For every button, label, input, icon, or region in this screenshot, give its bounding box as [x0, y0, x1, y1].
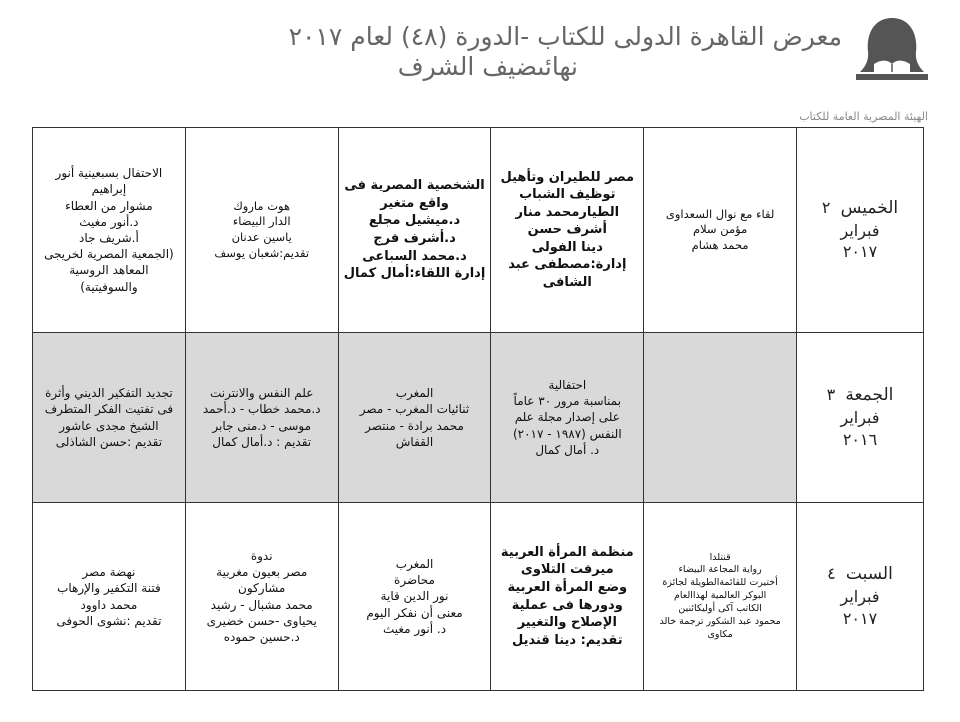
event-line: الشافى [542, 274, 592, 290]
day-month: فبراير [840, 587, 880, 607]
day-year: ٢٠١٧ [842, 608, 878, 628]
page-title: معرض القاهرة الدولى للكتاب -الدورة (٤٨) لعام ٢٠١٧ [288, 22, 842, 51]
event-cell [491, 333, 644, 503]
event-line: فتنة التكفير والإرهاب [57, 581, 161, 596]
day-name: الجمعة [845, 385, 894, 406]
event-line: مؤمن سلام [692, 222, 748, 237]
open-book-logo-icon [852, 12, 932, 90]
table-row [33, 503, 924, 691]
event-line: نور الدين قاية [380, 589, 449, 604]
event-line: محمد برادة - منتصر [365, 418, 464, 433]
event-line: محمد داوود [80, 597, 138, 612]
event-cell [33, 503, 186, 691]
event-line: الاحتفال بسبعينية أنور [55, 166, 163, 181]
event-cell [33, 128, 186, 333]
event-cell [185, 503, 338, 691]
event-cell [491, 128, 644, 333]
event-line: الطيارمحمد منار [515, 204, 620, 220]
event-line: (الجمعية المصرية لخريجى [44, 247, 174, 262]
schedule-table [32, 127, 924, 691]
day-number: ٣ [826, 385, 836, 405]
event-cell [185, 333, 338, 503]
event-line: الدار البيضاء [232, 214, 291, 229]
event-line: المغرب [395, 386, 434, 401]
event-cell [33, 333, 186, 503]
event-line: أختيرت للقائمةالطويلة لجائزة [662, 577, 778, 589]
day-name: الخميس [840, 197, 899, 218]
event-line: محمد هشام [691, 237, 749, 252]
event-line: المعاهد الروسية [69, 263, 149, 278]
event-line: ندوة [250, 548, 273, 563]
event-line: الشيخ مجدى عاشور [59, 418, 159, 433]
event-line: تجديد التفكير الديني وأثرة [45, 386, 173, 401]
day-year: ٢٠١٧ [842, 242, 878, 262]
event-line: وضع المرأة العربية [507, 579, 628, 595]
event-line: بمناسبة مرور ٣٠ عاماً [513, 394, 622, 409]
page-header [0, 0, 960, 128]
event-cell [338, 333, 491, 503]
event-line: د. أنور مغيث [382, 621, 447, 636]
event-line: يحياوى -حسن خضيرى [206, 613, 317, 628]
event-line: واقع متغير [380, 195, 449, 211]
event-cell [644, 503, 797, 691]
event-line: رواية المجاعة البيضاء [678, 564, 762, 576]
event-cell [491, 503, 644, 691]
organization-name: الهيئة المصرية العامة للكتاب [799, 110, 928, 123]
table-row [33, 333, 924, 503]
day-cell [797, 333, 924, 503]
event-cell [338, 503, 491, 691]
event-line: البوكر العالمية لهذاالعام [673, 590, 767, 602]
event-line: ميرفت التلاوى [520, 562, 614, 578]
event-line: محاضرة [394, 573, 435, 588]
event-line: د.محمد خطاب - د.أحمد [202, 402, 321, 417]
event-line: ودورها فى عملية [511, 597, 623, 613]
event-line: د.ميشيل مجلع [368, 213, 461, 229]
event-line: علم النفس والانترنت [210, 386, 314, 401]
event-line: والسوفيتية) [80, 279, 138, 294]
event-line: تقديم: دينا قنديل [511, 632, 623, 648]
event-line: محمود عبد الشكور ترجمة خالد [659, 615, 781, 627]
event-line: إبراهيم [91, 182, 127, 197]
event-line: معنى أن نفكر اليوم [366, 605, 463, 620]
event-line: تقديم :حسن الشاذلى [55, 434, 163, 449]
event-cell [338, 128, 491, 333]
event-line: محمد مشبال - رشيد [210, 597, 313, 612]
event-line: فى تفتيت الفكر المتطرف [44, 402, 174, 417]
event-line: الكاتب آكى أوليكائنين [678, 602, 762, 614]
event-line: مشاركون [238, 581, 286, 596]
event-line: أ.شريف جاد [78, 231, 139, 245]
day-month: فبراير [840, 408, 880, 428]
event-line: مشوار من العطاء [65, 198, 153, 213]
event-line: على إصدار مجلة علم [514, 410, 620, 425]
day-cell [797, 128, 924, 333]
page-subtitle: نهائىضيف الشرف [397, 52, 578, 81]
event-line: لقاء مع نوال السعداوى [665, 206, 775, 221]
event-line: الشخصية المصرية فى [344, 178, 485, 194]
event-cell [644, 128, 797, 333]
event-line: موسى - د.منى جابر [212, 418, 312, 433]
event-line: القفاش [395, 434, 434, 449]
event-line: دينا الفولى [531, 239, 603, 255]
event-line: أشرف حسن [527, 222, 607, 238]
event-line: ياسين عدنان [231, 230, 292, 244]
event-line: مكاوى [707, 628, 733, 640]
event-line: قنتلدا [709, 551, 731, 563]
event-line: د.حسين حموده [223, 629, 300, 644]
event-line: إدارة اللقاء:أمال كمال [343, 266, 486, 282]
event-line: الإصلاح والتغيير [517, 615, 617, 631]
event-line: مصر بعيون مغربية [216, 565, 308, 580]
event-line: مصر للطيران وتأهيل [500, 169, 635, 185]
empty-cell [644, 333, 797, 503]
event-line: نهضة مصر [82, 565, 136, 580]
table-row [33, 128, 924, 333]
event-line: المغرب [395, 557, 434, 572]
event-line: د. أمال كمال [535, 442, 600, 457]
event-line: إدارة:مصطفى عبد [508, 257, 627, 273]
event-line: د.محمد السباعى [362, 248, 467, 264]
event-line: احتفالية [548, 378, 587, 393]
day-number: ٤ [827, 564, 836, 584]
event-cell [185, 128, 338, 333]
day-year: ٢٠١٦ [842, 429, 878, 449]
day-cell [797, 503, 924, 691]
event-line: النفس (١٩٨٧ - ٢٠١٧) [512, 426, 622, 441]
event-line: تقديم : د.أمال كمال [212, 434, 312, 449]
event-line: توظيف الشباب [519, 187, 616, 203]
day-month: فبراير [840, 220, 880, 240]
day-name: السبت [845, 564, 893, 585]
event-line: تقديم:شعبان يوسف [214, 245, 310, 260]
event-line: ثنائيات المغرب - مصر [359, 402, 470, 417]
event-line: د.أنور مغيث [79, 214, 139, 229]
event-line: منظمة المرأة العربية [500, 544, 634, 560]
day-number: ٢ [821, 197, 831, 217]
event-line: تقديم :نشوى الحوفى [56, 613, 162, 628]
event-line: هوت ماروك [233, 198, 291, 213]
event-line: د.أشرف فرج [373, 231, 456, 246]
